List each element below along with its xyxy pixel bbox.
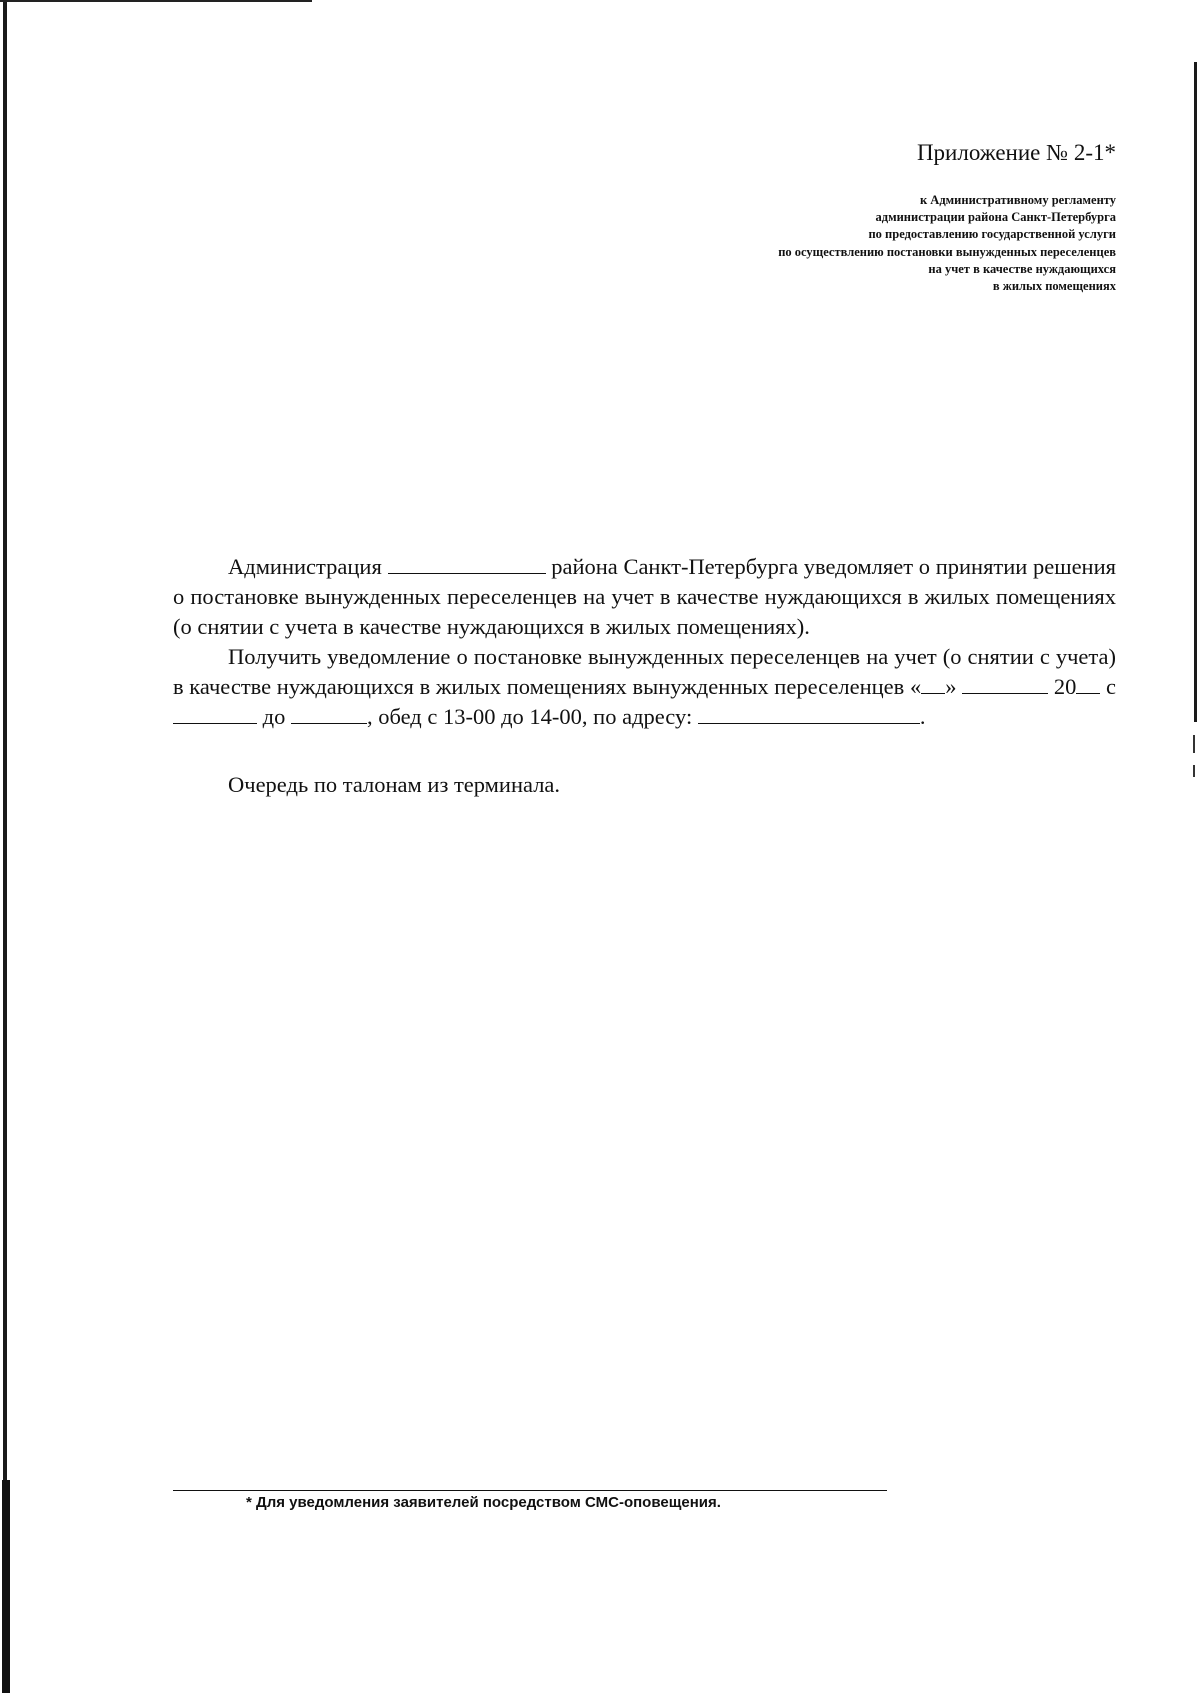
- notification-body: [173, 552, 1116, 732]
- regulation-line: в жилых помещениях: [992, 279, 1116, 294]
- regulation-reference: [778, 192, 1116, 295]
- day-blank[interactable]: [921, 673, 945, 694]
- year-prefix: 20: [1053, 674, 1077, 699]
- regulation-line: к Административному регламенту: [919, 193, 1116, 207]
- time-to-blank[interactable]: [291, 703, 367, 724]
- quote-open: «: [909, 674, 922, 699]
- paragraph-pickup: [173, 642, 1116, 732]
- time-from-blank[interactable]: [173, 703, 257, 724]
- pickup-text: Получить уведомление о постановке вынужденных переселенцев на учет (о снятии с учета) в качестве нуждающихся в жилых помещениях вынужденных переселенцев: [173, 644, 1116, 699]
- scan-top-edge: [0, 0, 312, 2]
- paragraph-decision: [173, 552, 1116, 642]
- footnote: * Для уведомления заявителей посредством СМС-оповещения.: [246, 1494, 721, 1511]
- to-word: до: [262, 704, 286, 729]
- from-word: с: [1106, 674, 1117, 699]
- lunch-text: , обед с 13-00 до 14-00, по адресу:: [366, 704, 693, 729]
- year-blank[interactable]: [1076, 673, 1100, 694]
- scan-right-mark: [1193, 735, 1195, 753]
- district-blank[interactable]: [388, 553, 546, 574]
- month-blank[interactable]: [962, 673, 1048, 694]
- decision-text: района Санкт-Петербурга уведомляет о принятии решения о постановке вынужденных переселенцев на учет в качестве нуждающихся в жилых помещениях (о снятии с учета в качестве нуждающихся в жилых помещениях).: [173, 554, 1116, 639]
- regulation-line: по осуществлению постановки вынужденных переселенцев: [778, 244, 1116, 259]
- scan-left-edge: [3, 0, 7, 1693]
- regulation-line: администрации района Санкт-Петербурга: [875, 210, 1116, 225]
- scan-left-edge-bottom: [2, 1480, 10, 1693]
- appendix-title: Приложение № 2-1*: [916, 140, 1116, 165]
- scan-right-mark: [1193, 765, 1195, 777]
- quote-close: »: [945, 674, 957, 699]
- admin-word: Администрация: [228, 554, 382, 579]
- address-blank[interactable]: [698, 703, 920, 724]
- end-period: .: [919, 704, 926, 729]
- scan-right-edge: [1194, 62, 1197, 722]
- queue-note: Очередь по талонам из терминала.: [228, 772, 561, 797]
- regulation-line: по предоставлению государственной услуги: [868, 227, 1116, 242]
- regulation-line: на учет в качестве нуждающихся: [928, 261, 1116, 276]
- footnote-separator: [173, 1490, 887, 1491]
